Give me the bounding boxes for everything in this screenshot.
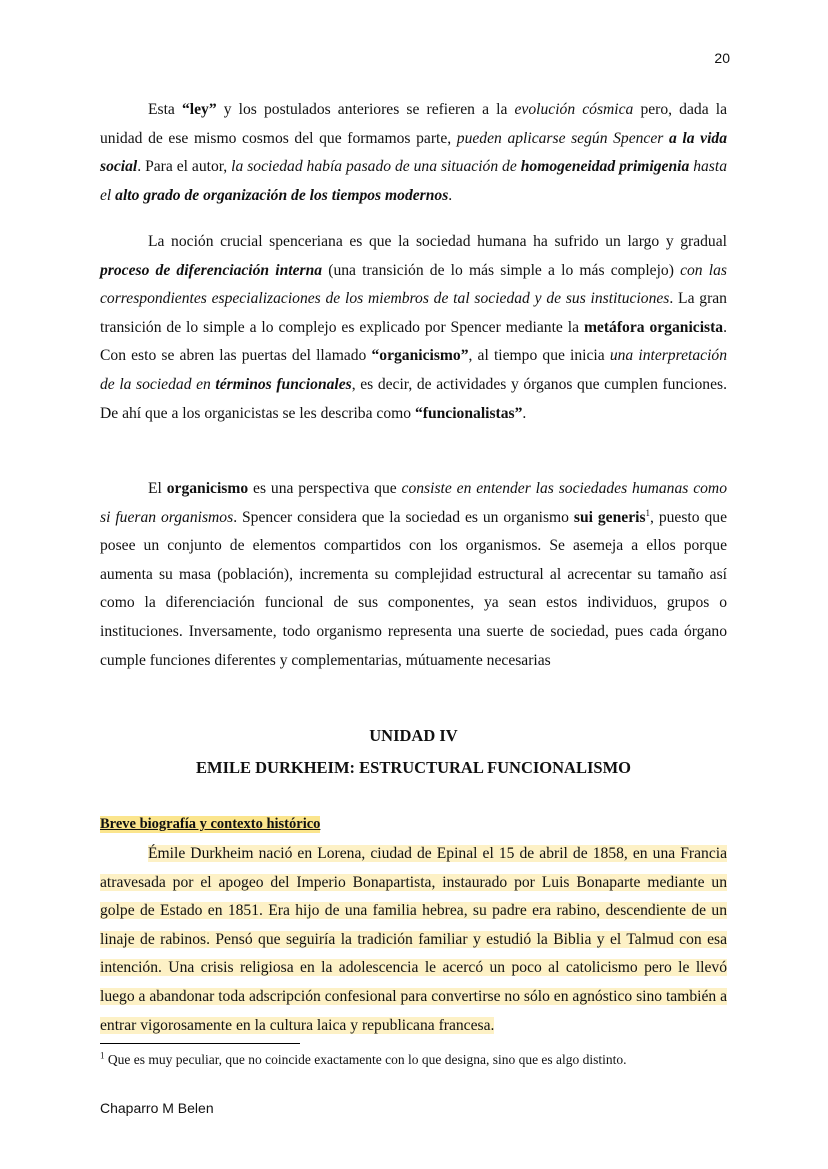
text-segment: sui generis [573,508,646,526]
text-segment: “funcionalistas” [414,404,523,422]
paragraph-organicism [100,475,727,675]
text-segment: a la vida social [100,129,727,176]
unit-title: UNIDAD IV [369,726,458,745]
paragraph-biography [100,840,727,1040]
text-segment: , es decir, de actividades y órganos que cumplen funciones. De ahí que a los organicistas se les describa como [100,375,727,422]
footnote [100,1052,627,1068]
text-segment: es una perspectiva que [248,480,402,497]
paragraph-spencer-law [100,96,727,210]
text-segment: . [448,186,453,204]
text-segment: La noción crucial spenceriana es que la sociedad humana ha sufrido un largo y gradual [148,233,727,250]
text-segment: y los postulados anteriores se refieren a la [216,101,515,118]
text-segment: El [148,480,167,497]
text-segment: proceso de diferenciación interna [100,261,323,279]
footnote-mark: 1 [100,1050,105,1061]
text-segment: con las correspondientes especializaciones de los miembros de tal sociedad y de sus instituciones [100,261,727,308]
section-heading-biography: Breve biografía y contexto histórico [100,816,321,832]
text-segment: términos funcionales [215,375,352,393]
text-segment: Esta [148,101,182,118]
text-segment: una interpretación de la sociedad en [100,347,727,393]
text-segment: . La gran transición de lo simple a lo complejo es explicado por Spencer mediante la [100,290,727,336]
text-segment: , puesto que posee un conjunto de elementos compartidos con los organismos. Se asemeja a ellos porque aumenta su masa (población), incrementa su complejidad estructural al acrecentar su tamaño así como la diferenciación funcional de sus componentes, ya sean estos individuos, grupos o instituciones. Inversamente, todo organismo representa una suerte de sociedad, pues cada órgano cumple funciones diferentes y complementarias, mútuamente necesarias [100,508,727,669]
text-segment: evolución cósmica [514,101,634,118]
text-segment: . [522,404,527,422]
unit-subtitle: EMILE DURKHEIM: ESTRUCTURAL FUNCIONALISMO [195,758,631,777]
text-segment: . Para el autor, [137,158,232,176]
text-segment: Émile Durkheim nació en Lorena, ciudad de Epinal el 15 de abril de 1858, en una Francia atravesada por el apogeo del Imperio Bonapartista, instaurado por Luis Bonaparte mediante un golpe de Estado en 1851. Era hijo de una familia hebrea, su padre era rabino, descendiente de un linaje de rabinos. Pensó que seguiría la tradición familiar y estudió la Biblia y el Talmud con esa intención. Una crisis religiosa en la adolescencia le acercó un poco al catolicismo pero le llevó luego a abandonar toda adscripción confesional para convertirse no sólo en agnóstico sino también a entrar vigorosamente en la cultura laica y republicana francesa. [100,845,728,1034]
footnote-reference: 1 [645,507,651,518]
text-segment: homogeneidad primigenia [520,158,690,176]
page-number: 20 [714,50,730,66]
text-segment: pueden aplicarse según Spencer [456,129,669,147]
footnote-divider [100,1043,300,1044]
text-segment: la sociedad había pasado de una situación de [231,158,521,176]
text-segment: alto grado de organización de los tiempos modernos [115,186,449,204]
text-segment: . Spencer considera que la sociedad es un organismo [233,508,574,526]
footer-author: Chaparro M Belen [100,1100,214,1116]
text-segment: consiste en entender las sociedades humanas como si fueran organismos [100,480,727,526]
footnote-text: Que es muy peculiar, que no coincide exactamente con lo que designa, sino que es algo distinto. [104,1052,627,1067]
text-segment: “organicismo” [371,347,469,365]
text-segment: pero, dada la unidad de ese mismo cosmos del que formamos parte, [100,101,727,147]
paragraph-differentiation [100,228,727,428]
text-segment: organicismo [166,480,249,497]
text-segment: “ley” [181,101,217,118]
text-segment: , al tiempo que inicia [468,347,610,365]
text-segment: (una transición de lo más simple a lo más complejo) [322,261,681,279]
text-segment: hasta el [100,158,727,204]
text-segment: metáfora organicista [583,318,724,336]
text-segment: . Con esto se abren las puertas del llamado [100,318,727,365]
